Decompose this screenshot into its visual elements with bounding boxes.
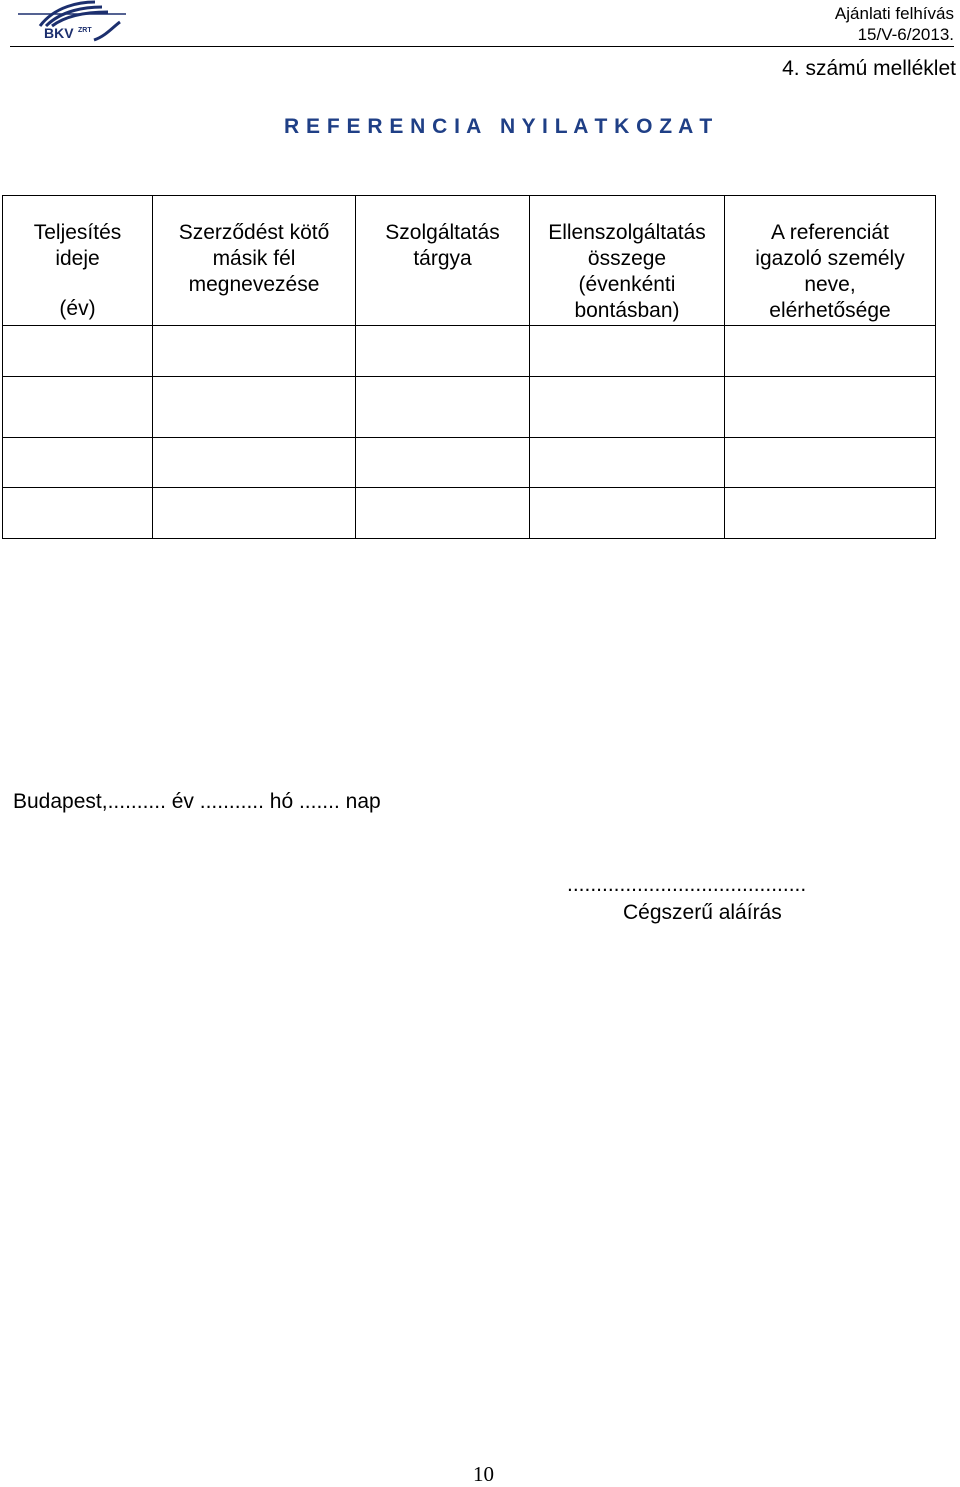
place-and-date-line: Budapest,.......... év ........... hó ....... nap [13, 790, 381, 813]
table-cell[interactable] [153, 488, 356, 539]
table-cell[interactable] [725, 377, 936, 438]
table-row [3, 326, 936, 377]
doc-number: 15/V-6/2013. [857, 25, 954, 44]
table-cell[interactable] [3, 438, 153, 488]
svg-text:BKV: BKV [44, 25, 74, 41]
table-cell[interactable] [356, 377, 530, 438]
header-divider [10, 46, 954, 47]
table-cell[interactable] [356, 438, 530, 488]
page-title: R E F E R E N C I A N Y I L A T K O Z A T [284, 115, 713, 138]
year-unit: (év) [59, 297, 96, 320]
col-header-service-subject: Szolgáltatás tárgya [356, 196, 530, 326]
col-header-completion-time: Teljesítés ideje (év) [3, 196, 153, 326]
col-header-contracting-party: Szerződést kötő másik fél megnevezése [153, 196, 356, 326]
table-cell[interactable] [725, 488, 936, 539]
table-row [3, 488, 936, 539]
table-cell[interactable] [3, 326, 153, 377]
svg-text:ZRT: ZRT [78, 27, 92, 34]
signature-line: ......................................... [567, 873, 807, 896]
reference-table [2, 195, 936, 539]
table-cell[interactable] [153, 438, 356, 488]
table-cell[interactable] [725, 326, 936, 377]
page-number: 10 [473, 1462, 494, 1486]
table-row [3, 377, 936, 438]
signature-label: Cégszerű aláírás [623, 901, 782, 924]
table-cell[interactable] [153, 326, 356, 377]
document-reference [835, 3, 954, 45]
doc-type: Ajánlati felhívás [834, 4, 954, 23]
table-cell[interactable] [530, 377, 725, 438]
table-cell[interactable] [530, 488, 725, 539]
annex-label: 4. számú melléklet [782, 57, 956, 80]
bkv-logo [10, 0, 130, 44]
table-cell[interactable] [153, 377, 356, 438]
table-header-row [3, 196, 936, 326]
table-row [3, 438, 936, 488]
table-cell[interactable] [530, 326, 725, 377]
col-header-consideration-amount: Ellenszolgáltatás összege (évenkénti bontásban) [530, 196, 725, 326]
col-header-reference-contact: A referenciát igazoló személy neve, elérhetősége [725, 196, 936, 326]
table-cell[interactable] [725, 438, 936, 488]
table-cell[interactable] [3, 488, 153, 539]
table-cell[interactable] [530, 438, 725, 488]
table-cell[interactable] [356, 326, 530, 377]
table-cell[interactable] [356, 488, 530, 539]
table-cell[interactable] [3, 377, 153, 438]
